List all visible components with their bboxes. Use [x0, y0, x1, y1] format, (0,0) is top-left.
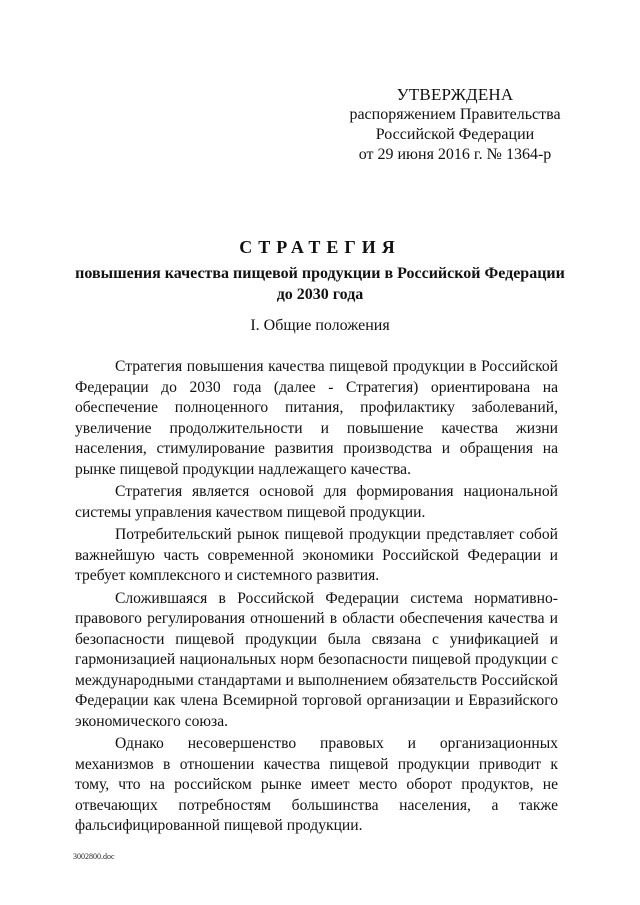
document-title: СТРАТЕГИЯ — [239, 237, 401, 257]
paragraph-5: Однако несовершенство правовых и организационных механизмов в отношении качества пищевой продукции приводит к тому, что на российском рынке имеет место оборот продуктов, не отвечающих потребностям большинства населения, а также фальсифицированной пищевой продукции. — [75, 735, 558, 834]
subtitle-line-2: до 2030 года — [276, 286, 364, 303]
document-subtitle — [60, 263, 580, 305]
paragraph-4: Сложившаяся в Российской Федерации система нормативно-правового регулирования отношений в области обеспечения качества и безопасности пищевой продукции была связана с унификацией и гармонизацией национальных норм безопасности пищевой продукции с международными стандартами и выполнением обязательств Российской Федерации как члена Всемирной торговой организации и Евразийского экономического союза. — [75, 589, 558, 730]
subtitle-line-1: повышения качества пищевой продукции в Российской Федерации — [75, 265, 565, 282]
paragraph-1: Стратегия повышения качества пищевой продукции в Российской Федерации до 2030 года (далее - Стратегия) ориентирована на обеспечение полноценного питания, профилактику заболеваний, увеличение продолжительности и повышение качества жизни населения, стимулирование развития производства и обращения на рынке пищевой продукции надлежащего качества. — [75, 358, 558, 478]
approval-stamp — [330, 85, 580, 165]
section-heading: I. Общие положения — [250, 317, 390, 334]
paragraph-3: Потребительский рынок пищевой продукции представляет собой важнейшую часть современной экономики Российской Федерации и требует комплексного и системного развития. — [75, 526, 558, 584]
approved-label: УТВЕРЖДЕНА — [396, 85, 514, 104]
approval-line-1: распоряжением Правительства — [349, 106, 561, 123]
body-text — [75, 357, 558, 839]
footer-file-name: 3002800.doc — [73, 852, 115, 861]
paragraph-2: Стратегия является основой для формирования национальной системы управления качеством пищевой продукции. — [75, 483, 558, 521]
approval-line-3: от 29 июня 2016 г. № 1364-р — [358, 146, 552, 163]
approval-line-2: Российской Федерации — [375, 126, 535, 143]
